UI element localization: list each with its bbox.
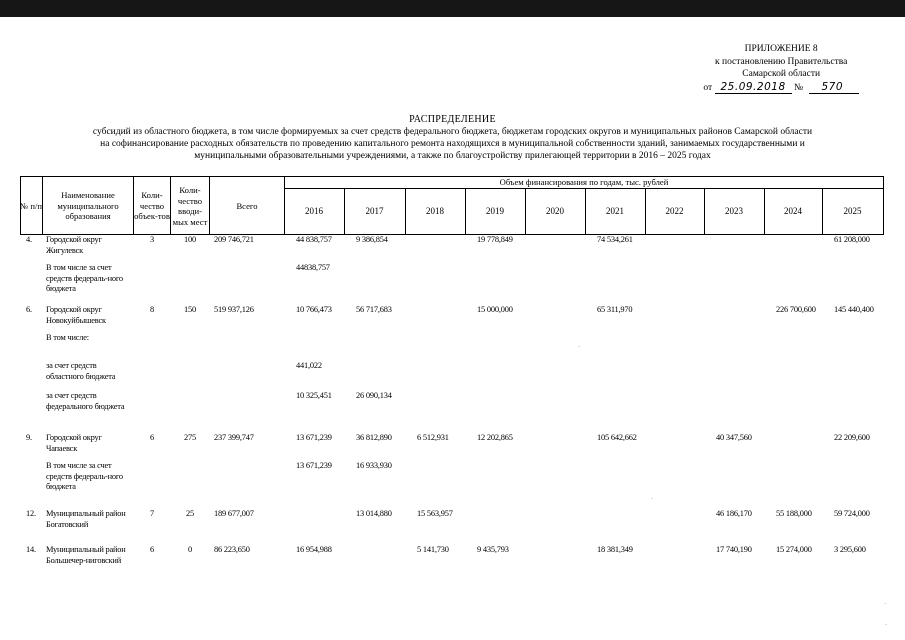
row-total: 86 223,650 bbox=[214, 545, 250, 554]
row-name: за счет средств областного бюджета bbox=[46, 361, 116, 381]
header-year-2017: 2017 bbox=[365, 206, 384, 216]
row-year-value-2021: 18 381,349 bbox=[597, 545, 633, 554]
decree-date: 25.09.2018 bbox=[715, 81, 792, 95]
row-year-value-2018: 5 141,730 bbox=[417, 545, 449, 554]
row-total: 209 746,721 bbox=[214, 235, 254, 244]
row-name: Городской округ Новокуйбышевск bbox=[46, 305, 106, 325]
row-year-value-2019: 19 778,849 bbox=[477, 235, 513, 244]
row-objects: 7 bbox=[150, 509, 154, 518]
row-year-value-2017: 56 717,683 bbox=[356, 305, 392, 314]
row-name: В том числе за счет средств федераль-ного бюджета bbox=[46, 461, 123, 491]
row-total: 519 937,126 bbox=[214, 305, 254, 314]
row-year-value-2016: 44 838,757 bbox=[296, 235, 332, 244]
row-name: Городской округ Жигулевск bbox=[46, 235, 102, 255]
row-year-value-2017: 9 386,854 bbox=[356, 235, 388, 244]
row-number: 14. bbox=[26, 545, 36, 554]
title-line-3: муниципальными образовательными учреждениями, а также по благоустройству прилегающей территории в 2016 – 2025 годах bbox=[194, 151, 711, 161]
row-number: 4. bbox=[26, 235, 32, 244]
row-year-value-2024: 226 700,600 bbox=[776, 305, 816, 314]
appendix-line-region: Самарской области bbox=[742, 69, 821, 79]
header-year-2021: 2021 bbox=[606, 206, 624, 216]
row-year-value-2019: 15 000,000 bbox=[477, 305, 513, 314]
appendix-block bbox=[703, 43, 859, 94]
row-year-value-2025: 59 724,000 bbox=[834, 509, 870, 518]
row-year-value-2016: 10 325,451 bbox=[296, 391, 332, 400]
row-year-value-2016: 16 954,988 bbox=[296, 545, 332, 554]
header-col-divider bbox=[883, 176, 884, 235]
row-year-value-2017: 16 933,930 bbox=[356, 461, 392, 470]
header-year-2018: 2018 bbox=[426, 206, 444, 216]
scan-speck: · bbox=[885, 621, 888, 629]
row-year-value-2024: 55 188,000 bbox=[776, 509, 812, 518]
appendix-line-decree: к постановлению Правительства bbox=[715, 56, 848, 67]
row-year-value-2025: 145 440,400 bbox=[834, 305, 874, 314]
row-year-value-2023: 46 186,170 bbox=[716, 509, 752, 518]
row-objects: 3 bbox=[150, 235, 154, 244]
number-label: № bbox=[794, 82, 804, 93]
title-line-1: субсидий из областного бюджета, в том числе формируемых за счет средств федерального бюджета, бюджетам городских округов и муниципальных районов Самарской области bbox=[92, 127, 813, 137]
row-name: Муниципальный район Большечер-ниговский bbox=[46, 545, 126, 565]
row-year-value-2017: 26 090,134 bbox=[356, 391, 392, 400]
header-year-2020: 2020 bbox=[546, 206, 564, 216]
row-year-value-2021: 74 534,261 bbox=[597, 235, 633, 244]
row-year-value-2016: 10 766,473 bbox=[296, 305, 332, 314]
row-year-value-2017: 13 014,880 bbox=[356, 509, 392, 518]
header-year-2019: 2019 bbox=[486, 206, 504, 216]
row-year-value-2016: 441,022 bbox=[296, 361, 322, 370]
row-year-value-2017: 36 812,890 bbox=[356, 433, 392, 442]
row-year-value-2019: 12 202,865 bbox=[477, 433, 513, 442]
scan-speck: · bbox=[578, 343, 581, 351]
header-financing: Объем финансирования по годам, тыс. рублей bbox=[499, 177, 669, 188]
row-year-value-2025: 61 208,000 bbox=[834, 235, 870, 244]
appendix-title: ПРИЛОЖЕНИЕ 8 bbox=[744, 44, 818, 54]
decree-date-number bbox=[703, 81, 859, 95]
row-objects: 6 bbox=[150, 545, 154, 554]
row-total: 237 399,747 bbox=[214, 433, 254, 442]
row-year-value-2018: 15 563,957 bbox=[417, 509, 453, 518]
document-title bbox=[0, 114, 905, 162]
row-name: Городской округ Чапаевск bbox=[46, 433, 102, 453]
row-name: В том числе за счет средств федераль-ного бюджета bbox=[46, 263, 123, 293]
row-places: 25 bbox=[186, 509, 194, 518]
row-number: 6. bbox=[26, 305, 32, 314]
row-year-value-2021: 105 642,662 bbox=[597, 433, 637, 442]
header-year-2022: 2022 bbox=[665, 206, 684, 216]
from-label: от bbox=[703, 82, 713, 93]
scan-speck: · bbox=[884, 600, 887, 608]
row-year-value-2019: 9 435,793 bbox=[477, 545, 509, 554]
row-year-value-2016: 13 671,239 bbox=[296, 461, 332, 470]
row-number: 9. bbox=[26, 433, 32, 442]
scan-speck: · bbox=[651, 495, 654, 503]
decree-number: 570 bbox=[809, 81, 859, 95]
row-year-value-2016: 13 671,239 bbox=[296, 433, 332, 442]
row-objects: 6 bbox=[150, 433, 154, 442]
row-year-value-2021: 65 311,970 bbox=[597, 305, 633, 314]
row-year-value-2025: 3 295,600 bbox=[834, 545, 866, 554]
row-name: за счет средств федерального бюджета bbox=[46, 391, 125, 411]
header-year-2023: 2023 bbox=[725, 206, 743, 216]
row-places: 0 bbox=[188, 545, 192, 554]
row-name: В том числе: bbox=[46, 333, 89, 342]
header-year-2025: 2025 bbox=[843, 206, 862, 216]
row-year-value-2016: 44838,757 bbox=[296, 263, 330, 272]
row-places: 150 bbox=[184, 305, 196, 314]
header-year-2016: 2016 bbox=[305, 206, 323, 216]
row-name: Муниципальный район Богатовский bbox=[46, 509, 126, 529]
title-line-2: на софинансирование расходных обязательств по проведению капитального ремонта находящихся в муниципальной собственности зданий, занимаемых государственными и bbox=[100, 139, 805, 149]
scan-top-border bbox=[0, 0, 905, 17]
row-year-value-2024: 15 274,000 bbox=[776, 545, 812, 554]
header-year-2024: 2024 bbox=[784, 206, 802, 216]
row-objects: 8 bbox=[150, 305, 154, 314]
row-number: 12. bbox=[26, 509, 36, 518]
row-year-value-2023: 40 347,560 bbox=[716, 433, 752, 442]
row-year-value-2023: 17 740,190 bbox=[716, 545, 752, 554]
header-num: № п/п bbox=[20, 200, 42, 211]
header-places: Коли-чество вводи-мых мест bbox=[172, 185, 208, 227]
row-places: 100 bbox=[184, 235, 196, 244]
header-objects: Коли-чество объек-тов bbox=[134, 190, 170, 222]
row-year-value-2025: 22 209,600 bbox=[834, 433, 870, 442]
row-total: 189 677,007 bbox=[214, 509, 254, 518]
header-total: Всего bbox=[236, 200, 258, 211]
header-name: Наименование муниципального образования bbox=[57, 190, 119, 222]
row-places: 275 bbox=[184, 433, 196, 442]
title-heading: РАСПРЕДЕЛЕНИЕ bbox=[409, 114, 496, 125]
row-year-value-2018: 6 512,931 bbox=[417, 433, 449, 442]
